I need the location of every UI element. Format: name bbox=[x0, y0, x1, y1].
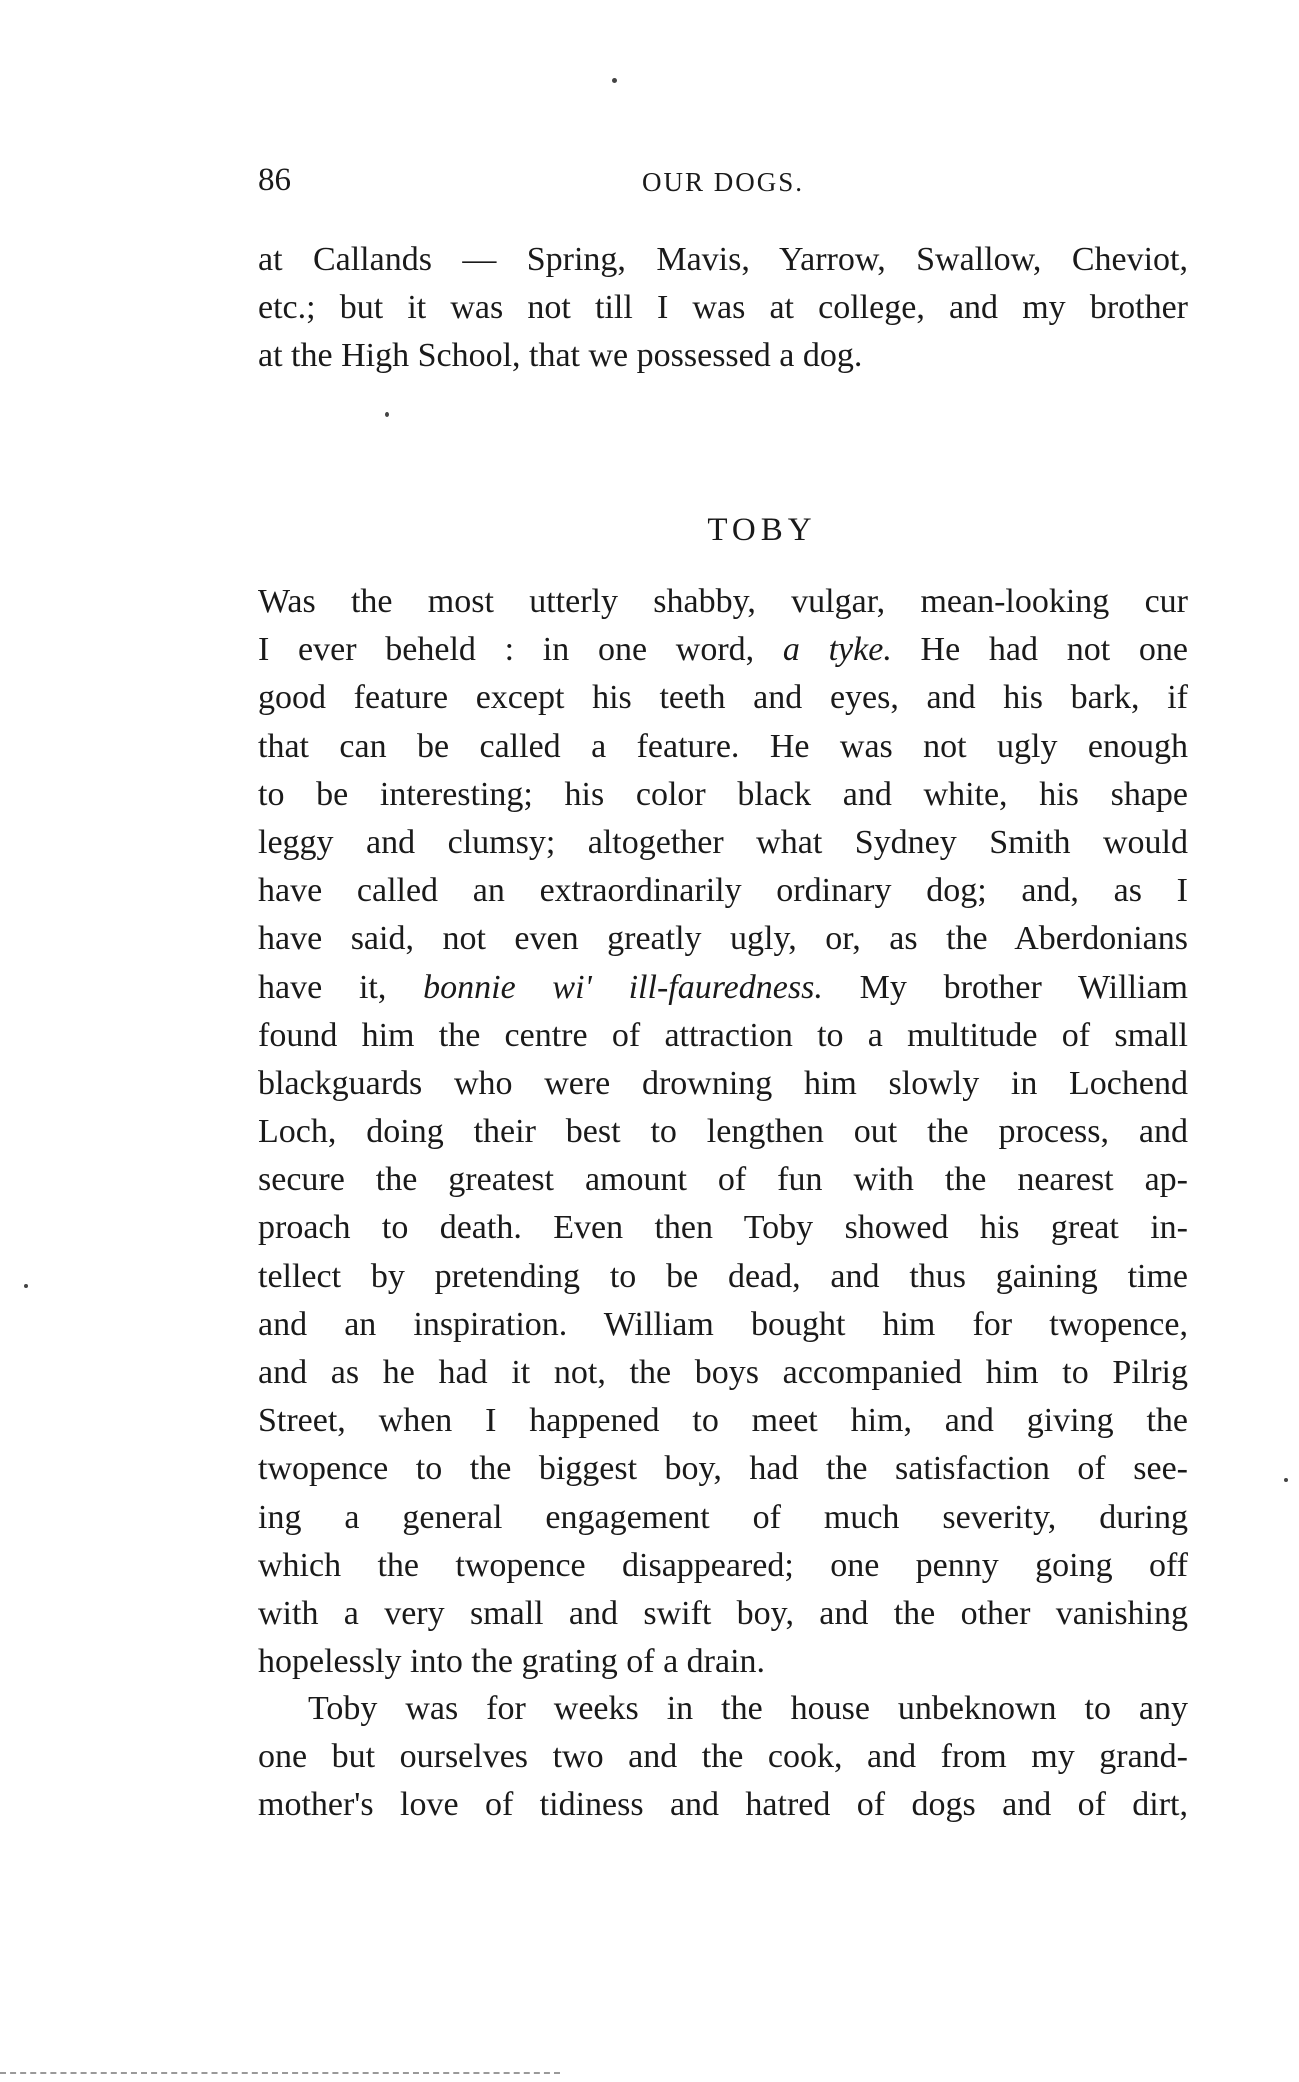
text-line: one but ourselves two and the cook, and from my grand- bbox=[258, 1738, 1188, 1776]
text-line: have said, not even greatly ugly, or, as the Aberdonians bbox=[258, 920, 1188, 958]
text-line: that can be called a feature. He was not ugly enough bbox=[258, 727, 1188, 765]
text-line: Was the most utterly shabby, vulgar, mean-looking cur bbox=[258, 583, 1188, 620]
text-line: twopence to the biggest boy, had the satisfaction of see- bbox=[258, 1450, 1188, 1488]
print-speck bbox=[24, 1284, 28, 1288]
text-line: which the twopence disappeared; one penny going off bbox=[258, 1546, 1188, 1584]
text-line: and as he had it not, the boys accompanied him to Pilrig bbox=[258, 1354, 1188, 1391]
text-line: leggy and clumsy; altogether what Sydney Smith would bbox=[258, 823, 1188, 861]
text-line: proach to death. Even then Toby showed his great in- bbox=[258, 1209, 1188, 1247]
italic-phrase: bonnie wi' ill-fauredness. bbox=[423, 968, 823, 1006]
text-line: blackguards who were drowning him slowly in Lochend bbox=[258, 1064, 1188, 1102]
text-line bbox=[258, 626, 1188, 674]
text-line: mother's love of tidiness and hatred of dogs and of dirt, bbox=[258, 1786, 1188, 1824]
text-segment: My brother William bbox=[822, 968, 1188, 1006]
text-line: secure the greatest amount of fun with the nearest ap- bbox=[258, 1161, 1188, 1199]
print-speck bbox=[385, 412, 389, 417]
running-head bbox=[258, 160, 1188, 204]
text-line: hopelessly into the grating of a drain. bbox=[258, 1643, 766, 1681]
text-line: found him the centre of attraction to a multitude of small bbox=[258, 1016, 1188, 1054]
text-segment: have it, bbox=[258, 968, 424, 1006]
text-line: Loch, doing their best to lengthen out the process, and bbox=[258, 1113, 1188, 1151]
text-line: to be interesting; his color black and white, his shape bbox=[258, 775, 1188, 813]
text-line: at Callands — Spring, Mavis, Yarrow, Swallow, Cheviot, bbox=[258, 241, 1188, 278]
text-line: etc.; but it was not till I was at college, and my brother bbox=[258, 289, 1188, 327]
section-heading: TOBY bbox=[707, 512, 817, 548]
text-line: Toby was for weeks in the house unbeknown to any bbox=[308, 1690, 1188, 1727]
italic-phrase: a tyke. bbox=[782, 631, 892, 669]
paragraph-toby-intro bbox=[258, 578, 1188, 1686]
text-line: good feature except his teeth and eyes, and his bark, if bbox=[258, 679, 1188, 717]
text-line: with a very small and swift boy, and the other vanishing bbox=[258, 1594, 1188, 1632]
text-line: Street, when I happened to meet him, and giving the bbox=[258, 1402, 1188, 1440]
running-title: OUR DOGS. bbox=[641, 167, 805, 197]
text-line: tellect by pretending to be dead, and thus gaining time bbox=[258, 1257, 1188, 1295]
text-segment: I ever beheld : in one word, bbox=[258, 631, 783, 669]
print-speck bbox=[1284, 1478, 1288, 1482]
print-speck bbox=[612, 78, 617, 83]
text-line: have called an extraordinarily ordinary dog; and, as I bbox=[258, 872, 1188, 910]
text-line bbox=[258, 964, 1188, 1012]
text-segment: He had not one bbox=[891, 631, 1188, 669]
text-line: at the High School, that we possessed a dog. bbox=[258, 337, 863, 375]
paragraph-previous-section bbox=[258, 236, 1188, 381]
text-line: and an inspiration. William bought him for twopence, bbox=[258, 1305, 1188, 1343]
paragraph-toby-house bbox=[258, 1685, 1188, 1830]
scan-edge-rule bbox=[0, 2072, 560, 2074]
text-line: ing a general engagement of much severity, during bbox=[258, 1498, 1188, 1536]
page-number: 86 bbox=[258, 162, 291, 198]
